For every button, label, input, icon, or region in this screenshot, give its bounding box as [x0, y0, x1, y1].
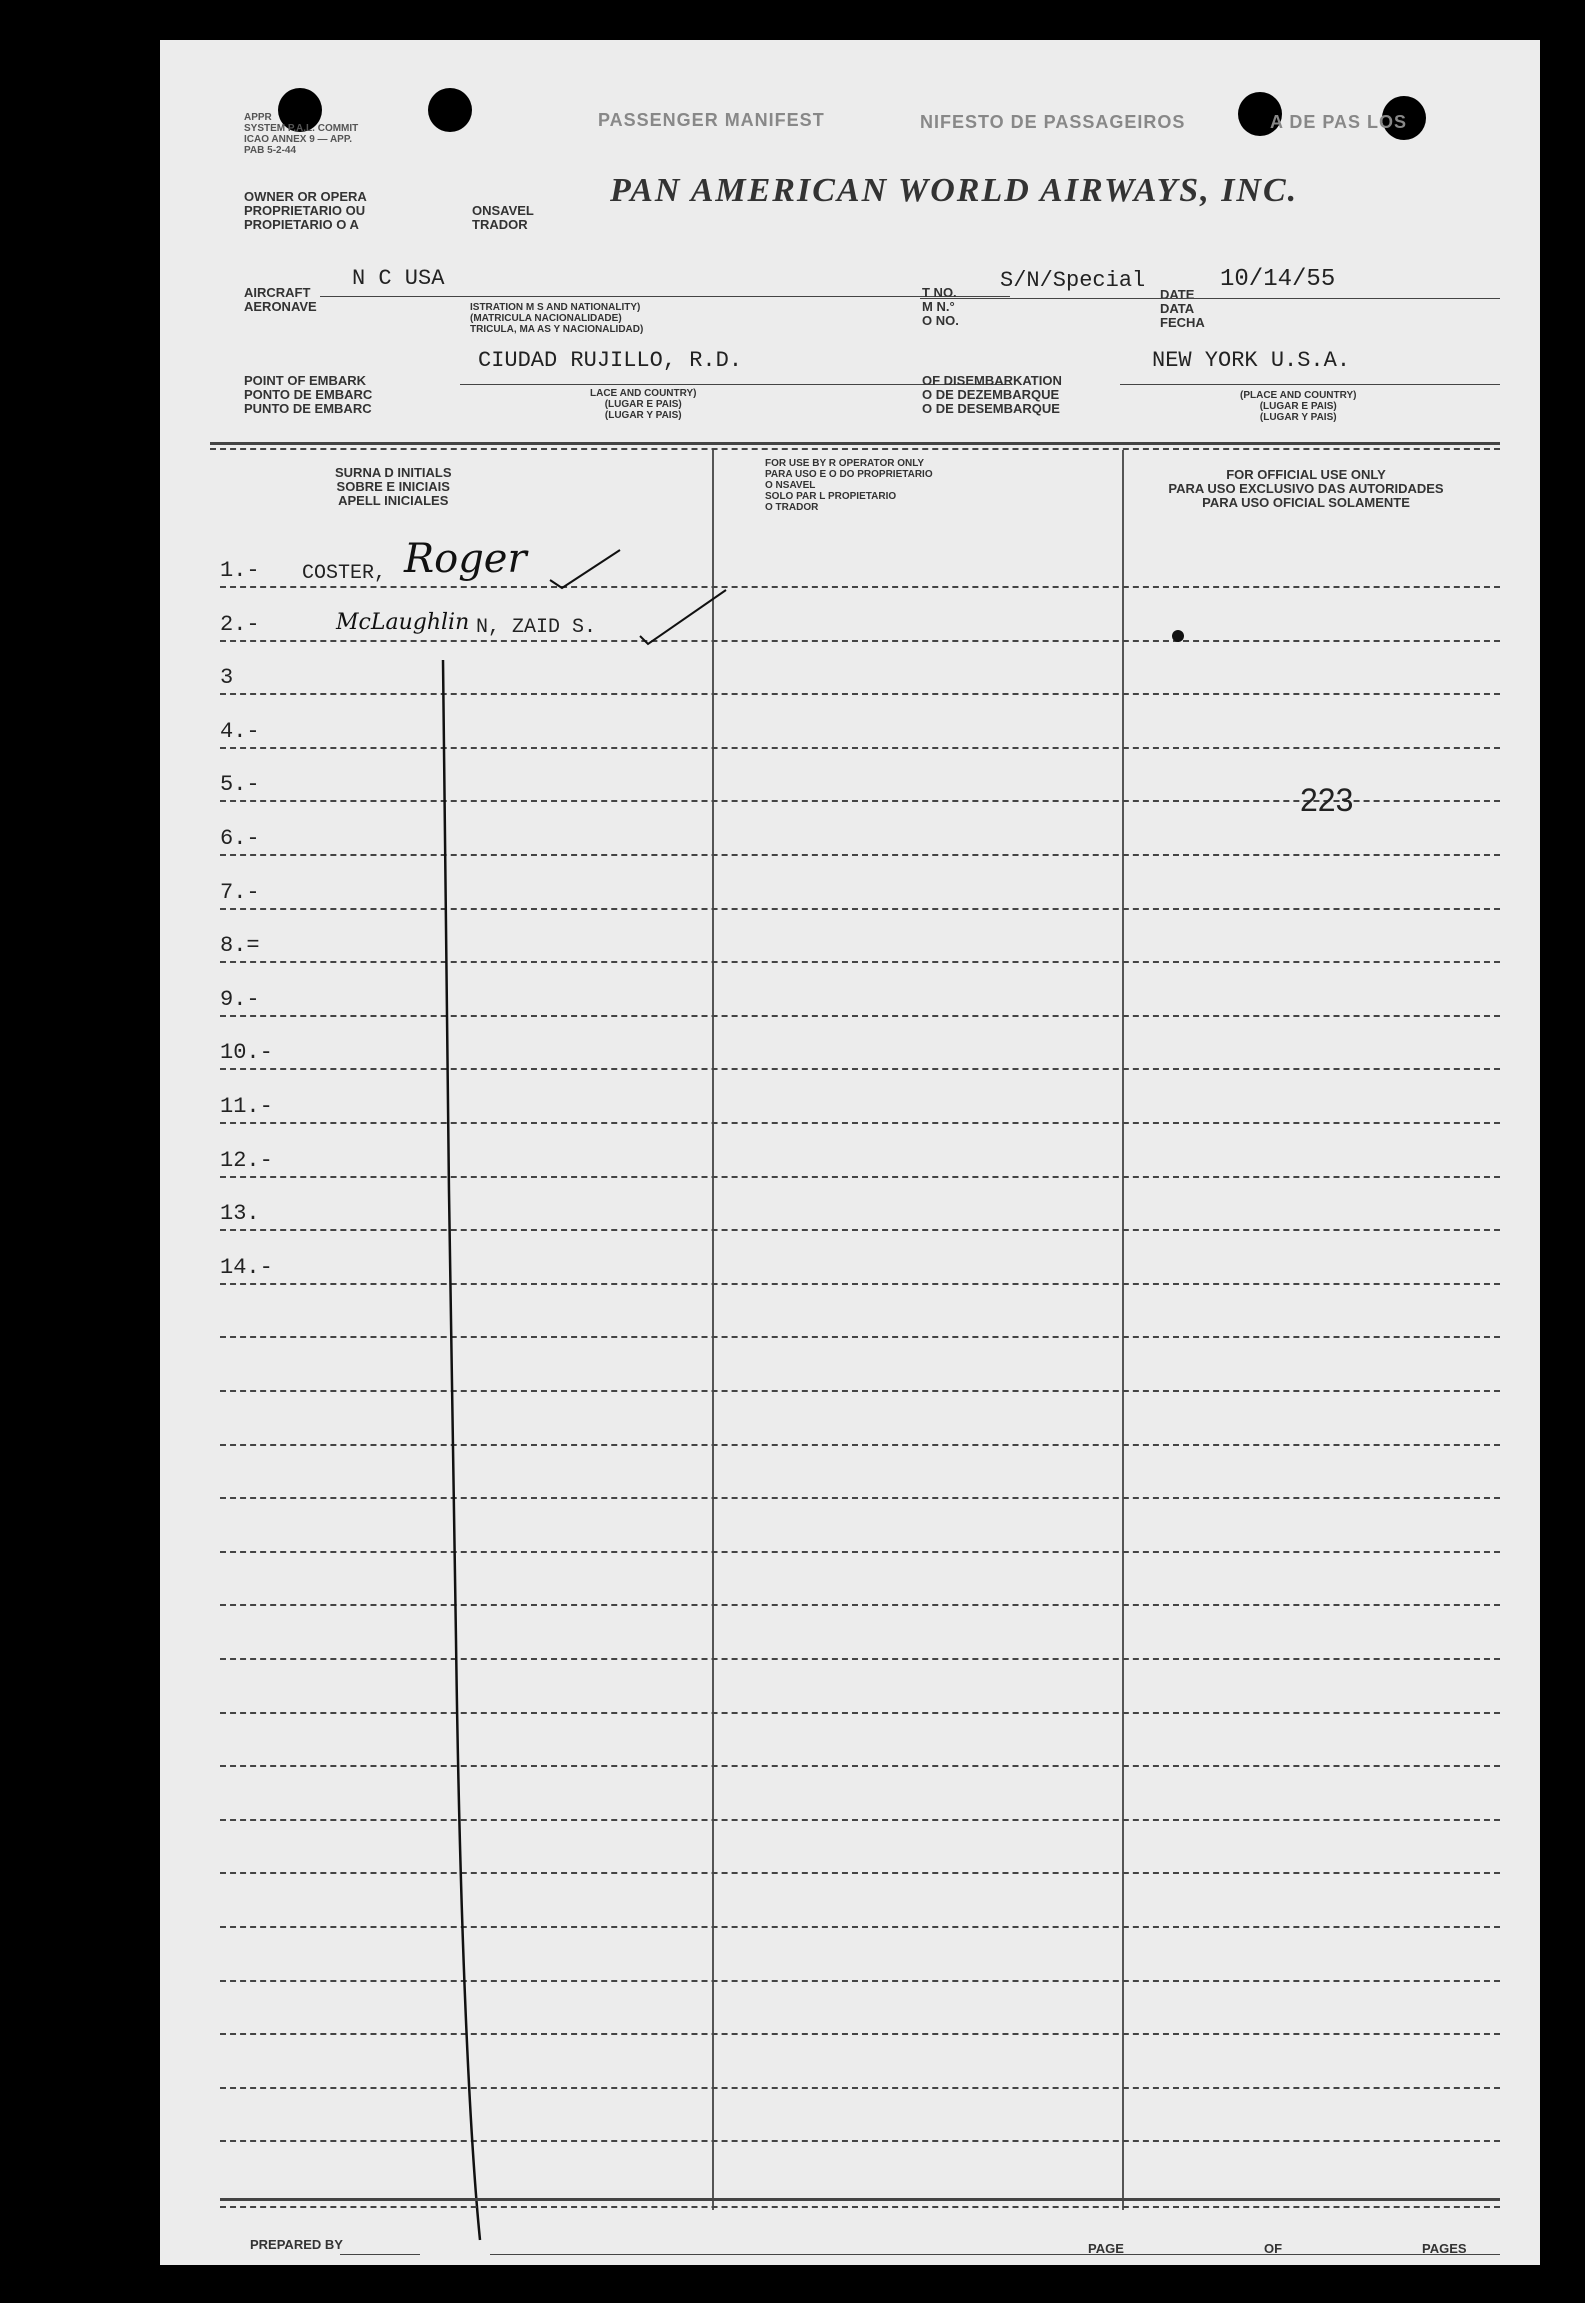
flight-label-line: T NO. [922, 285, 957, 300]
owner-label-line: TRADOR [472, 217, 528, 232]
heading-es: A DE PAS LOS [1270, 112, 1408, 132]
airline-name: PAN AMERICAN WORLD AIRWAYS, INC. [610, 172, 1299, 209]
row-number: 5.- [220, 772, 260, 797]
approval-line: SYSTEM P.A.L. COMMIT [244, 123, 359, 134]
embark-label-line: POINT OF EMBARK [244, 373, 367, 388]
row-number: 3 [220, 665, 234, 690]
flight-label-line: O NO. [922, 313, 959, 328]
column-header-line: FOR OFFICIAL USE ONLY [1226, 467, 1386, 482]
embark-sub-line: (LUGAR Y PAIS) [604, 410, 682, 421]
of-label: OF [1264, 2241, 1283, 2256]
flight-label-line: M N.° [922, 299, 955, 314]
row-number: 7.- [220, 880, 260, 905]
handwritten-stroke [443, 660, 480, 2240]
disembark-label-line: O DE DESEMBARQUE [922, 401, 1060, 416]
registration-line: ISTRATION M S AND NATIONALITY) [470, 302, 641, 313]
owner-label-line: PROPRIETARIO OU [244, 203, 366, 218]
checkmark [640, 590, 726, 644]
official-number: 223 [1300, 782, 1354, 818]
row-number: 11.- [220, 1094, 273, 1119]
table-bottom-rule [220, 2198, 1500, 2201]
aircraft-label-line: AIRCRAFT [244, 285, 311, 300]
row-number: 9.- [220, 987, 260, 1012]
ink-dot [1172, 630, 1184, 642]
approval-line: ICAO ANNEX 9 — APP. [244, 134, 352, 145]
heading-pt: NIFESTO DE PASSAGEIROS [920, 112, 1186, 132]
owner-label-line: OWNER OR OPERA [244, 189, 367, 204]
aircraft-value: N C USA [352, 266, 445, 291]
disembark-label-line: OF DISEMBARKATION [922, 373, 1062, 388]
table-bottom-rule [220, 2206, 1500, 2208]
row-number: 14.- [220, 1255, 273, 1280]
embark-sub-line: (LUGAR E PAIS) [604, 399, 682, 410]
date-label-line: DATA [1160, 301, 1195, 316]
owner-label-line: ONSAVEL [472, 203, 534, 218]
column-header-line: SOLO PAR L PROPIETARIO [765, 491, 897, 502]
row-number: 1.- [220, 558, 260, 583]
column-header-line: APELL INICIALES [338, 493, 449, 508]
embark-label-line: PUNTO DE EMBARC [244, 401, 372, 416]
manifest-page [160, 40, 1540, 2265]
column-header-line: O NSAVEL [765, 480, 816, 491]
disembark-label-line: O DE DEZEMBARQUE [922, 387, 1060, 402]
passenger-1-surname: COSTER, [302, 562, 387, 585]
disembark-sub-line: (LUGAR Y PAIS) [1259, 412, 1337, 423]
disembark-sub-line: (LUGAR E PAIS) [1259, 401, 1337, 412]
row-number: 12.- [220, 1148, 273, 1173]
flight-value: S/N/Special [1000, 268, 1146, 293]
row-number: 4.- [220, 719, 260, 744]
date-value: 10/14/55 [1220, 266, 1336, 293]
column-header-line: O TRADOR [765, 502, 819, 513]
passenger-2-handwritten: McLaughlin [336, 610, 470, 635]
registration-line: (MATRICULA NACIONALIDADE) [470, 313, 622, 324]
disembark-value: NEW YORK U.S.A. [1152, 348, 1351, 373]
column-header-line: SURNA D INITIALS [335, 465, 452, 480]
date-label-line: FECHA [1160, 315, 1205, 330]
footer-rule [490, 2254, 1500, 2255]
checkmark [550, 550, 620, 588]
prepared-by-rule [340, 2254, 420, 2255]
row-number: 10.- [220, 1040, 273, 1065]
embark-label-line: PONTO DE EMBARC [244, 387, 373, 402]
passenger-1-handwritten: Roger [404, 536, 527, 582]
date-label-line: DATE [1160, 287, 1195, 302]
registration-line: TRICULA, MA AS Y NACIONALIDAD) [470, 324, 644, 335]
page-label: PAGE [1088, 2241, 1124, 2256]
approval-line: PAB 5-2-44 [244, 145, 297, 156]
passenger-2-surname: N, ZAID S. [476, 616, 597, 639]
column-header-line: FOR USE BY R OPERATOR ONLY [765, 458, 925, 469]
row-number: 8.= [220, 933, 260, 958]
heading-en: PASSENGER MANIFEST [598, 110, 825, 130]
row-number: 2.- [220, 612, 260, 637]
column-header-line: PARA USO EXCLUSIVO DAS AUTORIDADES [1168, 481, 1444, 496]
aircraft-label-line: AERONAVE [244, 299, 317, 314]
embark-value: CIUDAD RUJILLO, R.D. [478, 348, 743, 373]
column-header-line: PARA USO E O DO PROPRIETARIO [765, 469, 933, 480]
prepared-by-label: PREPARED BY [250, 2237, 343, 2252]
column-header-line: PARA USO OFICIAL SOLAMENTE [1202, 495, 1410, 510]
row-number: 6.- [220, 826, 260, 851]
owner-label-line: PROPIETARIO O A [244, 217, 359, 232]
handwritten-marks [160, 40, 1540, 2265]
row-number: 13. [220, 1201, 260, 1226]
embark-sub-line: LACE AND COUNTRY) [590, 388, 697, 399]
pages-label: PAGES [1422, 2241, 1467, 2256]
approval-line: APPR [244, 112, 272, 123]
column-header-line: SOBRE E INICIAIS [336, 479, 450, 494]
disembark-sub-line: (PLACE AND COUNTRY) [1240, 390, 1357, 401]
